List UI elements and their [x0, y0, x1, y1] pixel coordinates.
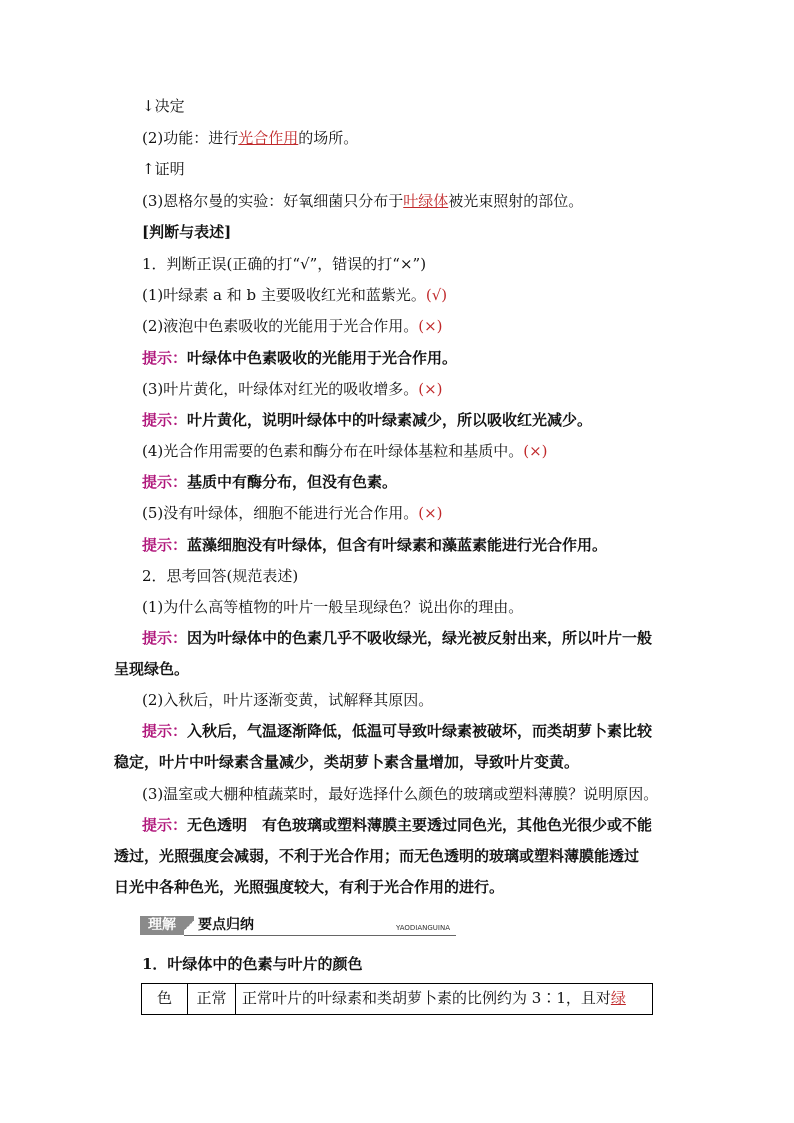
question: (1)为什么高等植物的叶片一般呈现绿色？说出你的理由。 — [142, 598, 524, 616]
section-banner — [140, 916, 456, 936]
hint-continued: 稳定，叶片中叶绿素含量减少，类胡萝卜素含量增加，导致叶片变黄。 — [114, 753, 580, 771]
hint: 提示：叶片黄化，说明叶绿体中的叶绿素减少，所以吸收红光减少。 — [142, 411, 593, 429]
section-heading: [判断与表述] — [142, 223, 232, 241]
answer-underline: 光合作用 — [238, 129, 299, 147]
text-line: (2)功能：进行光合作用的场所。 — [142, 129, 359, 147]
hint: 提示：入秋后，气温逐渐降低，低温可导致叶绿素被破坏，而类胡萝卜素比较 — [142, 722, 653, 740]
text-line: ↑证明 — [142, 160, 185, 178]
banner-tag-slant — [184, 916, 194, 935]
text-line: 2．思考回答(规范表述) — [142, 567, 299, 585]
answer-mark: (×) — [418, 504, 443, 522]
hint: 提示：无色透明 有色玻璃或塑料薄膜主要透过同色光，其他色光很少或不能 — [142, 816, 653, 834]
question: (5)没有叶绿体，细胞不能进行光合作用。(×) — [142, 504, 443, 522]
hint: 提示：基质中有酶分布，但没有色素。 — [142, 473, 398, 491]
table-cell: 色 — [142, 984, 188, 1014]
question: (3)叶片黄化，叶绿体对红光的吸收增多。(×) — [142, 380, 443, 398]
hint: 提示：叶绿体中色素吸收的光能用于光合作用。 — [142, 349, 458, 367]
banner-title: 要点归纳 — [198, 917, 254, 933]
question: (1)叶绿素 a 和 b 主要吸收红光和蓝紫光。(√) — [142, 286, 448, 304]
hint-continued: 呈现绿色。 — [114, 660, 190, 678]
answer-underline: 绿 — [610, 989, 626, 1007]
question: (3)温室或大棚种植蔬菜时，最好选择什么颜色的玻璃或塑料薄膜？说明原因。 — [142, 785, 659, 803]
banner-rule — [184, 935, 456, 936]
banner-tag: 理解 — [140, 916, 184, 935]
answer-mark: (×) — [523, 442, 548, 460]
banner-pinyin: YAODIANGUINA — [396, 924, 451, 932]
answer-mark: (√) — [425, 286, 448, 304]
table-cell: 正常叶片的叶绿素和类胡萝卜素的比例约为 3∶1，且对绿 — [242, 989, 626, 1007]
hint: 提示：蓝藻细胞没有叶绿体，但含有叶绿素和藻蓝素能进行光合作用。 — [142, 536, 608, 554]
hint-continued: 日光中各种色光，光照强度较大，有利于光合作用的进行。 — [114, 878, 505, 896]
text-line: ↓决定 — [142, 97, 185, 115]
answer-mark: (×) — [418, 317, 443, 335]
answer-mark: (×) — [418, 380, 443, 398]
hint: 提示：因为叶绿体中的色素几乎不吸收绿光，绿光被反射出来，所以叶片一般 — [142, 629, 653, 647]
question: (2)入秋后，叶片逐渐变黄，试解释其原因。 — [142, 691, 434, 709]
pigment-table — [141, 983, 653, 1015]
table-cell: 正常 — [188, 984, 236, 1014]
text-line: 1．判断正误(正确的打“√”，错误的打“×”) — [142, 255, 427, 273]
hint-continued: 透过，光照强度会减弱，不利于光合作用；而无色透明的玻璃或塑料薄膜能透过 — [114, 847, 640, 865]
section-title: 1．叶绿体中的色素与叶片的颜色 — [142, 955, 363, 973]
answer-underline: 叶绿体 — [403, 192, 449, 210]
question: (2)液泡中色素吸收的光能用于光合作用。(×) — [142, 317, 443, 335]
question: (4)光合作用需要的色素和酶分布在叶绿体基粒和基质中。(×) — [142, 442, 548, 460]
text-line: (3)恩格尔曼的实验：好氧细菌只分布于叶绿体被光束照射的部位。 — [142, 192, 584, 210]
